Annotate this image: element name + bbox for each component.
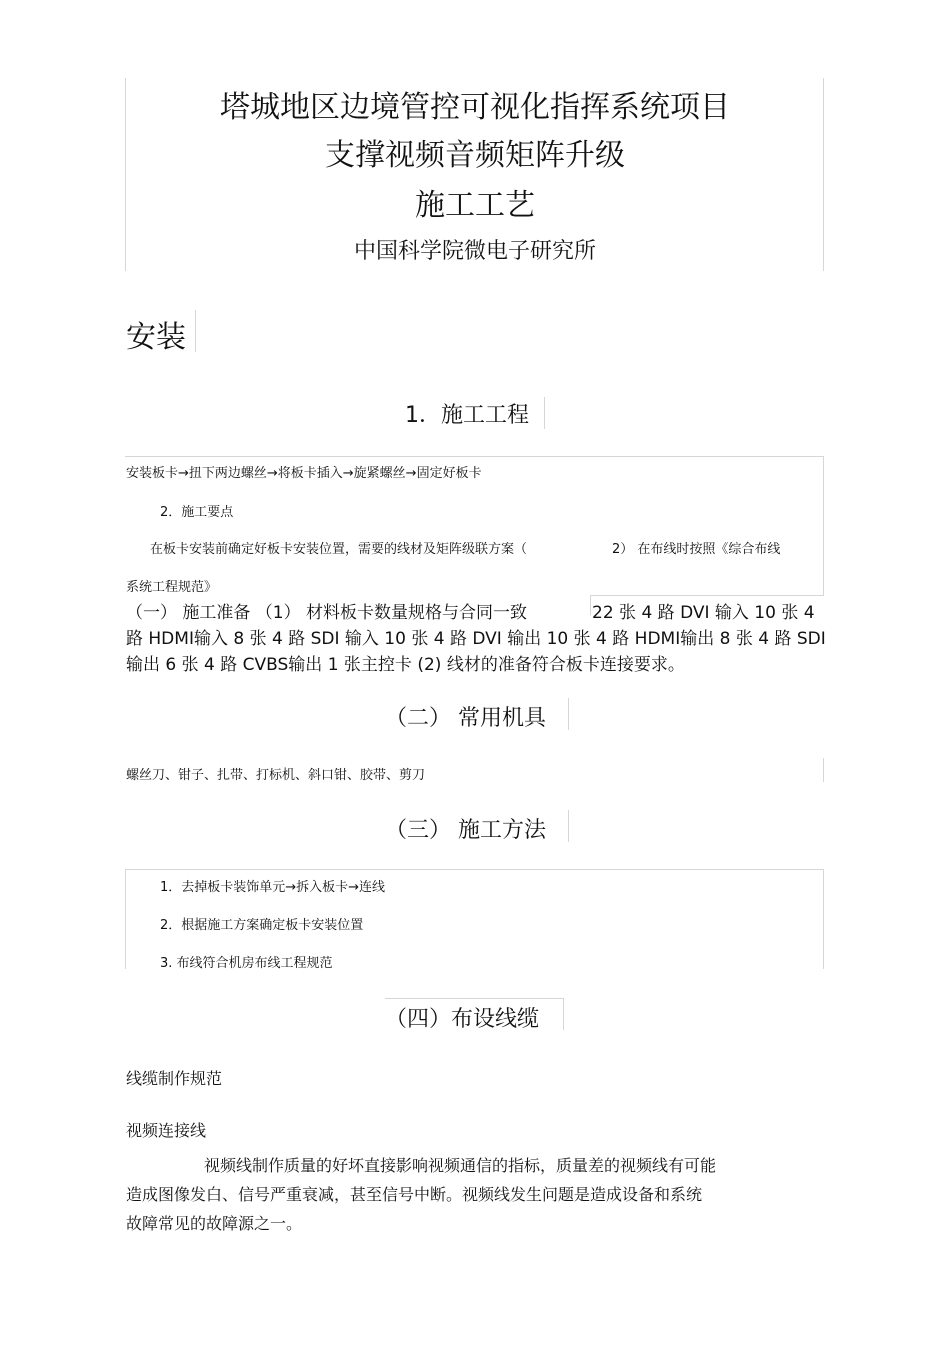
document-title-line1: 塔城地区边境管控可视化指挥系统项目 <box>220 90 730 125</box>
heading3-frame <box>568 810 569 842</box>
box1-bottom <box>590 595 824 596</box>
method-item: 3. 布线符合机房布线工程规范 <box>160 956 333 971</box>
heading-method: （三） 施工方法 <box>385 818 546 843</box>
heading2-frame <box>568 698 569 730</box>
organization: 中国科学院微电子研究所 <box>353 239 596 264</box>
heading4-frame <box>563 998 564 1030</box>
box1-right <box>823 456 824 596</box>
document-title-line3: 施工工艺 <box>415 188 535 223</box>
heading1-frame <box>544 397 545 429</box>
subheading-video-cable: 视频连接线 <box>126 1121 207 1140</box>
heading-tools: （二） 常用机具 <box>385 706 546 731</box>
box2-left <box>125 869 126 969</box>
method-item: 1．去掉板卡装饰单元→拆入板卡→连线 <box>160 880 386 895</box>
subheading-cable-spec: 线缆制作规范 <box>126 1069 223 1088</box>
paragraph-line: 造成图像发白、信号严重衰减，甚至信号中断。视频线发生问题是造成设备和系统 <box>126 1185 703 1204</box>
heading-construction: 1．施工工程 <box>405 403 529 428</box>
box1-top <box>125 456 824 457</box>
points-text: 在板卡安装前确定好板卡安装位置，需要的线材及矩阵级联方案（ <box>150 542 528 557</box>
method-item: 2．根据施工方案确定板卡安装位置 <box>160 918 364 933</box>
document-title-line2: 支撑视频音频矩阵升级 <box>325 138 625 173</box>
prep-line1: （一） 施工准备 （1） 材料板卡数量规格与合同一致 <box>126 603 528 623</box>
paragraph-line: 故障常见的故障源之一。 <box>126 1214 303 1233</box>
box1-notch <box>590 595 591 615</box>
paragraph-line: 视频线制作质量的好坏直接影响视频通信的指标，质量差的视频线有可能 <box>204 1156 717 1175</box>
points-title: 2．施工要点 <box>160 505 234 520</box>
box2-right <box>823 869 824 969</box>
heading4-frame-top <box>385 998 563 999</box>
prep-line1-cont: 22 张 4 路 DVI 输入 10 张 4 <box>592 603 815 623</box>
section-frame <box>195 310 196 352</box>
box2-top <box>125 869 824 870</box>
prep-line2: 路 HDMI输入 8 张 4 路 SDI 输入 10 张 4 路 DVI 输出 10 张 4 路 HDMI输出 8 张 4 路 SDI <box>126 629 826 649</box>
prep-line3: 输出 6 张 4 路 CVBS输出 1 张主控卡 (2) 线材的准备符合板卡连接要求。 <box>126 655 685 675</box>
heading-cable: （四）布设线缆 <box>385 1007 540 1032</box>
tools-frame <box>823 758 824 782</box>
section-title: 安装 <box>126 320 186 355</box>
points-text-2: 2） 在布线时按照《综合布线 <box>612 542 781 557</box>
points-text-3: 系统工程规范》 <box>126 580 218 595</box>
step-flow: 安装板卡→扭下两边螺丝→将板卡插入→旋紧螺丝→固定好板卡 <box>126 466 482 481</box>
tools-list: 螺丝刀、钳子、扎带、打标机、斜口钳、胶带、剪刀 <box>126 768 426 783</box>
